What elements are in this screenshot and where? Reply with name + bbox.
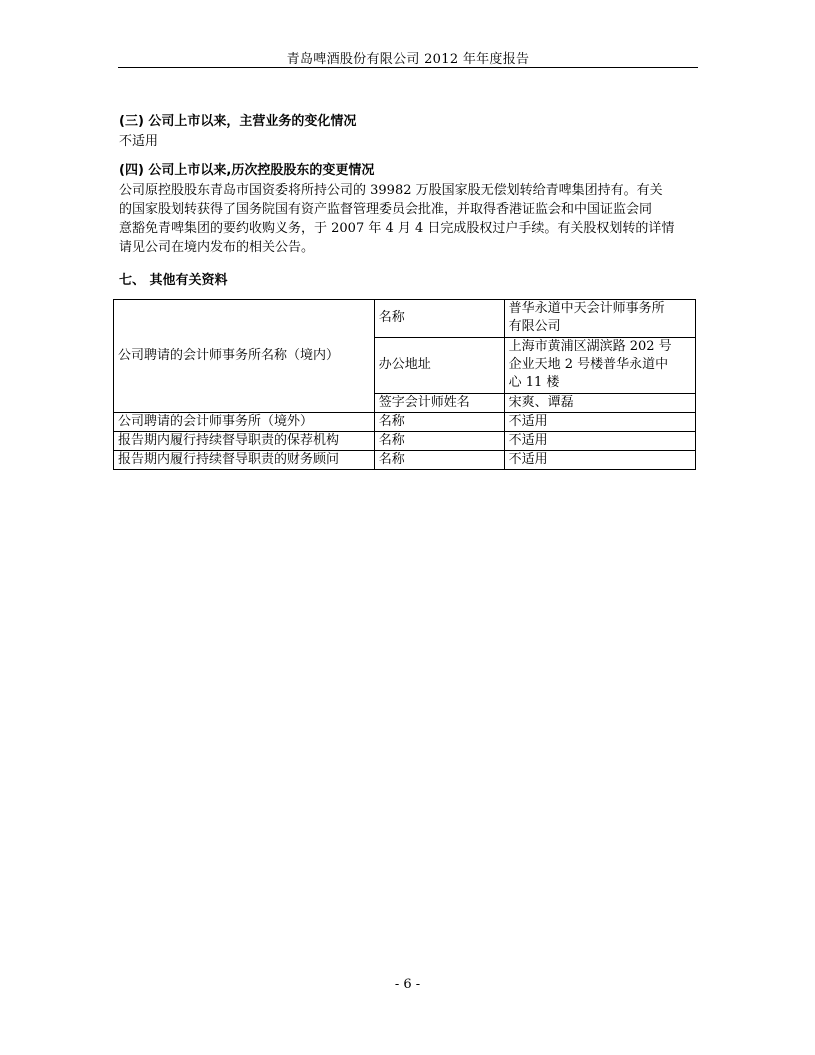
section-4-line-2: 的国家股划转获得了国务院国有资产监督管理委员会批准，并取得香港证监会和中国证监会同 xyxy=(119,202,653,217)
table-row xyxy=(114,432,696,451)
section-3-heading: (三) 公司上市以来，主营业务的变化情况 xyxy=(119,114,357,129)
domestic-auditor-label: 公司聘请的会计师事务所名称（境内） xyxy=(114,300,375,413)
section-4-line-3: 意豁免青啤集团的要约收购义务，于 2007 年 4 月 4 日完成股权过户手续。有关股权划转的详情 xyxy=(119,221,675,236)
page-header-title: 青岛啤酒股份有限公司 2012 年年度报告 xyxy=(286,52,530,67)
section-4-heading: (四) 公司上市以来,历次控股股东的变更情况 xyxy=(119,163,375,178)
section-4-line-4: 请见公司在境内发布的相关公告。 xyxy=(119,240,315,255)
header-divider xyxy=(118,67,698,68)
other-info-table xyxy=(113,299,696,470)
sponsor-field: 名称 xyxy=(374,432,504,451)
financial-advisor-field: 名称 xyxy=(374,451,504,470)
overseas-auditor-field: 名称 xyxy=(374,413,504,432)
auditor-name-field: 名称 xyxy=(374,300,504,338)
overseas-auditor-label: 公司聘请的会计师事务所（境外） xyxy=(114,413,375,432)
table-row xyxy=(114,413,696,432)
financial-advisor-label: 报告期内履行持续督导职责的财务顾问 xyxy=(114,451,375,470)
sponsor-value: 不适用 xyxy=(504,432,695,451)
auditor-address-field: 办公地址 xyxy=(374,337,504,393)
auditor-name-value: 普华永道中天会计师事务所 有限公司 xyxy=(504,300,695,338)
page-number: - 6 - xyxy=(394,977,421,992)
table-row xyxy=(114,300,696,338)
overseas-auditor-value: 不适用 xyxy=(504,413,695,432)
signing-accountant-value: 宋爽、谭磊 xyxy=(504,393,695,412)
section-7-heading: 七、 其他有关资料 xyxy=(119,273,228,288)
auditor-address-value: 上海市黄浦区湖滨路 202 号 企业天地 2 号楼普华永道中 心 11 楼 xyxy=(504,337,695,393)
signing-accountant-field: 签字会计师姓名 xyxy=(374,393,504,412)
section-4-line-1: 公司原控股股东青岛市国资委将所持公司的 39982 万股国家股无偿划转给青啤集团持有。有关 xyxy=(119,183,663,198)
document-body xyxy=(119,112,699,291)
table-row xyxy=(114,451,696,470)
sponsor-label: 报告期内履行持续督导职责的保荐机构 xyxy=(114,432,375,451)
financial-advisor-value: 不适用 xyxy=(504,451,695,470)
section-3-body: 不适用 xyxy=(119,134,159,149)
